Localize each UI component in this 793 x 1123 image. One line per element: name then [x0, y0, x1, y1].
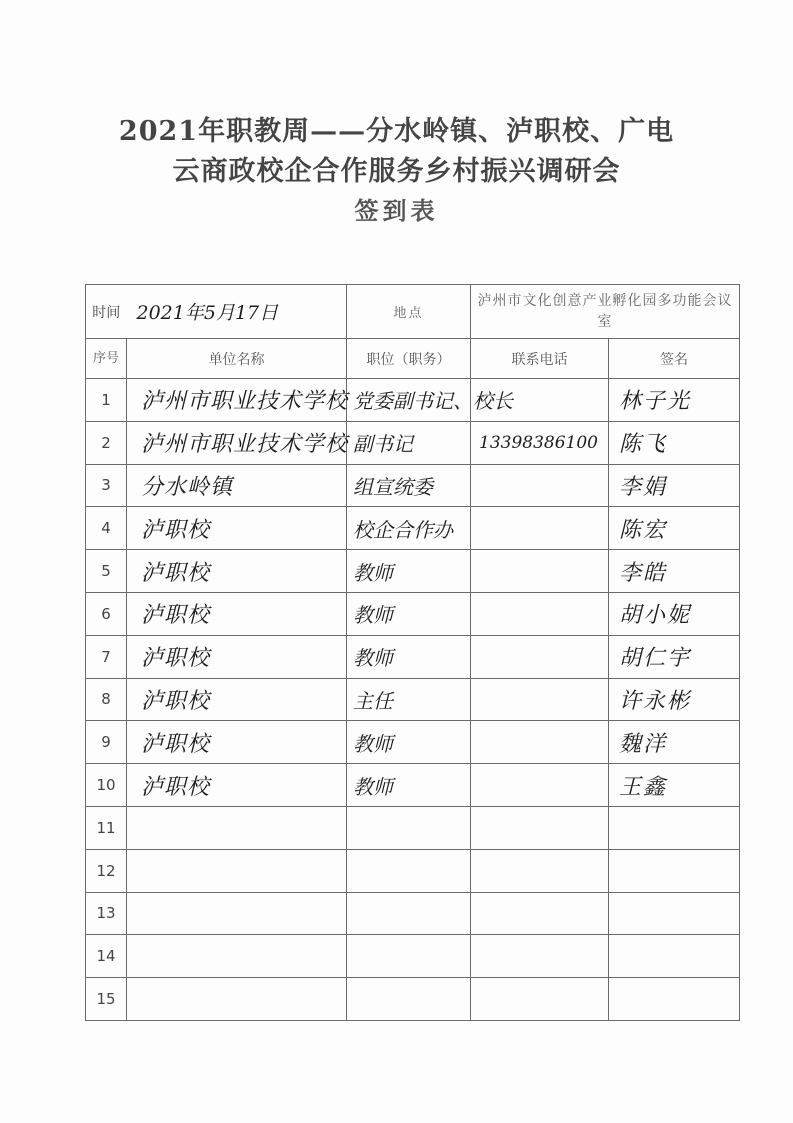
- row-number: 8: [86, 678, 127, 721]
- table-row: [86, 421, 740, 464]
- unit-name-cell-text: 泸职校: [141, 731, 211, 757]
- unit-name-cell: [127, 592, 347, 635]
- phone-cell: [471, 764, 609, 807]
- table-row: [86, 721, 740, 764]
- unit-name-cell: [127, 379, 347, 422]
- signature-cell: [609, 379, 740, 422]
- phone-cell: [471, 635, 609, 678]
- phone-cell: [471, 507, 609, 550]
- position-cell: [347, 721, 471, 764]
- unit-name-cell-text: 泸职校: [141, 517, 211, 543]
- signature-cell: [609, 849, 740, 892]
- phone-cell: [471, 849, 609, 892]
- phone-cell: [471, 592, 609, 635]
- unit-name-cell: [127, 721, 347, 764]
- position-cell: [347, 550, 471, 593]
- signature-cell-text: 林子光: [619, 389, 692, 415]
- signature-cell: [609, 592, 740, 635]
- position-cell-text: 主任: [353, 688, 393, 713]
- row-number: 4: [86, 507, 127, 550]
- unit-name-cell-text: 泸职校: [141, 603, 211, 629]
- unit-name-cell: [127, 892, 347, 935]
- unit-name-cell: [127, 550, 347, 593]
- col-position: 职位（职务）: [347, 339, 471, 379]
- row-number: 11: [86, 806, 127, 849]
- table-row: [86, 464, 740, 507]
- signature-cell-text: 许永彬: [619, 688, 692, 714]
- signature-cell-text: 陈飞: [619, 432, 668, 458]
- signature-cell-text: 魏洋: [619, 731, 668, 757]
- position-cell-text: 组宣统委: [353, 474, 433, 499]
- unit-name-cell: [127, 806, 347, 849]
- position-cell-text: 教师: [353, 731, 393, 756]
- unit-name-cell: [127, 464, 347, 507]
- signature-cell-text: 李皓: [619, 560, 668, 586]
- signature-cell: [609, 550, 740, 593]
- row-number: 2: [86, 421, 127, 464]
- col-seq: 序号: [86, 339, 127, 379]
- signature-cell: [609, 507, 740, 550]
- table-row: [86, 978, 740, 1021]
- signature-cell: [609, 678, 740, 721]
- unit-name-cell-text: 分水岭镇: [141, 474, 234, 500]
- table-row: [86, 507, 740, 550]
- signature-cell: [609, 806, 740, 849]
- venue-value: 泸州市文化创意产业孵化园多功能会议室: [471, 285, 740, 339]
- phone-cell: [471, 978, 609, 1021]
- row-number: 1: [86, 379, 127, 422]
- table-row: [86, 892, 740, 935]
- position-cell: [347, 635, 471, 678]
- row-number: 3: [86, 464, 127, 507]
- unit-name-cell: [127, 935, 347, 978]
- table-row: [86, 592, 740, 635]
- position-cell: [347, 892, 471, 935]
- table-row: [86, 764, 740, 807]
- title-line-2: 云商政校企合作服务乡村振兴调研会: [172, 156, 621, 187]
- document-title: [0, 112, 793, 230]
- column-header-row: [86, 339, 740, 379]
- position-cell: [347, 592, 471, 635]
- position-cell: [347, 507, 471, 550]
- table-row: [86, 635, 740, 678]
- table-row: [86, 935, 740, 978]
- phone-cell: [471, 806, 609, 849]
- signature-cell: [609, 635, 740, 678]
- position-cell-text: 党委副书记、校长: [353, 389, 513, 414]
- title-line-1: 2021年职教周——分水岭镇、泸职校、广电: [118, 116, 675, 147]
- row-number: 10: [86, 764, 127, 807]
- table-row: [86, 379, 740, 422]
- phone-cell: [471, 464, 609, 507]
- position-cell: [347, 678, 471, 721]
- signature-cell-text: 胡仁宇: [619, 646, 692, 672]
- table-row: [86, 849, 740, 892]
- phone-cell-text: 13398386100: [479, 432, 598, 453]
- phone-cell: [471, 892, 609, 935]
- signature-cell-text: 胡小妮: [619, 603, 692, 629]
- position-cell-text: 校企合作办: [353, 517, 453, 542]
- signature-cell-text: 陈宏: [619, 517, 668, 543]
- title-line-3: 签到表: [354, 196, 439, 225]
- position-cell-text: 教师: [353, 560, 393, 585]
- signature-cell: [609, 935, 740, 978]
- position-cell: [347, 464, 471, 507]
- position-cell: [347, 849, 471, 892]
- table-row: [86, 806, 740, 849]
- unit-name-cell: [127, 507, 347, 550]
- unit-name-cell: [127, 678, 347, 721]
- signature-cell: [609, 978, 740, 1021]
- unit-name-cell: [127, 978, 347, 1021]
- position-cell: [347, 764, 471, 807]
- phone-cell: [471, 550, 609, 593]
- signature-cell: [609, 721, 740, 764]
- sign-in-table: [85, 284, 740, 1021]
- unit-name-cell-text: 泸州市职业技术学校: [141, 432, 349, 458]
- row-number: 9: [86, 721, 127, 764]
- position-cell-text: 副书记: [353, 432, 413, 457]
- signature-cell: [609, 464, 740, 507]
- position-cell: [347, 978, 471, 1021]
- position-cell-text: 教师: [353, 603, 393, 628]
- position-cell: [347, 421, 471, 464]
- position-cell: [347, 935, 471, 978]
- date-value: 2021年5月17日: [127, 285, 347, 339]
- unit-name-cell: [127, 635, 347, 678]
- unit-name-cell-text: 泸州市职业技术学校: [141, 389, 349, 415]
- col-unit: 单位名称: [127, 339, 347, 379]
- unit-name-cell-text: 泸职校: [141, 688, 211, 714]
- col-phone: 联系电话: [471, 339, 609, 379]
- unit-name-cell-text: 泸职校: [141, 646, 211, 672]
- position-cell: [347, 806, 471, 849]
- position-cell-text: 教师: [353, 646, 393, 671]
- unit-name-cell: [127, 421, 347, 464]
- row-number: 14: [86, 935, 127, 978]
- position-cell: [347, 379, 513, 422]
- position-cell-text: 教师: [353, 774, 393, 799]
- row-number: 15: [86, 978, 127, 1021]
- location-label: 地点: [347, 285, 471, 339]
- signature-cell: [609, 764, 740, 807]
- signature-cell: [609, 892, 740, 935]
- phone-cell: [471, 935, 609, 978]
- phone-cell: [471, 721, 609, 764]
- time-label: 时间: [86, 285, 127, 339]
- table-row: [86, 678, 740, 721]
- unit-name-cell-text: 泸职校: [141, 560, 211, 586]
- row-number: 5: [86, 550, 127, 593]
- row-number: 7: [86, 635, 127, 678]
- row-number: 12: [86, 849, 127, 892]
- signature-cell-text: 李娟: [619, 474, 668, 500]
- row-number: 13: [86, 892, 127, 935]
- col-signature: 签名: [609, 339, 740, 379]
- unit-name-cell: [127, 849, 347, 892]
- unit-name-cell-text: 泸职校: [141, 774, 211, 800]
- signature-cell-text: 王鑫: [619, 774, 668, 800]
- header-info-row: [86, 285, 740, 339]
- unit-name-cell: [127, 764, 347, 807]
- phone-cell: [471, 678, 609, 721]
- phone-cell: [471, 421, 609, 464]
- signature-cell: [609, 421, 740, 464]
- row-number: 6: [86, 592, 127, 635]
- table-row: [86, 550, 740, 593]
